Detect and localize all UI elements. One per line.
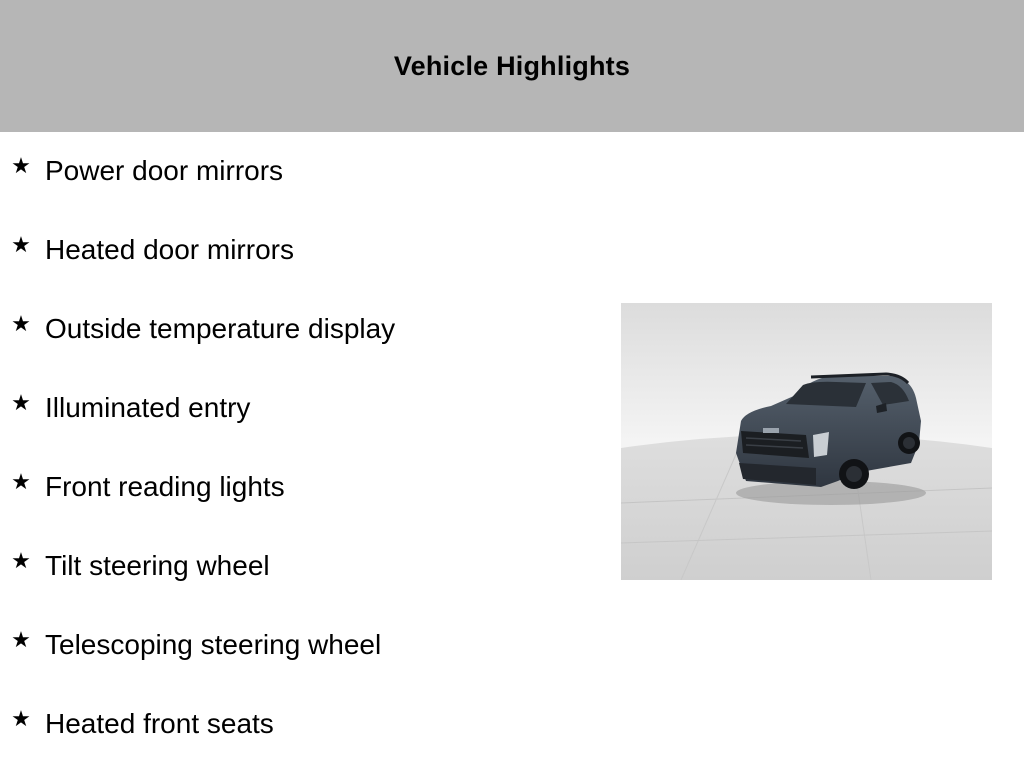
feature-list bbox=[0, 132, 600, 764]
feature-label: Front reading lights bbox=[45, 471, 285, 502]
list-item bbox=[0, 369, 600, 448]
feature-label: Heated front seats bbox=[45, 708, 274, 739]
star-icon: ★ bbox=[11, 390, 31, 415]
list-item bbox=[0, 527, 600, 606]
list-item bbox=[0, 211, 600, 290]
star-icon: ★ bbox=[11, 548, 31, 573]
feature-label: Outside temperature display bbox=[45, 313, 396, 344]
list-item bbox=[0, 606, 600, 685]
star-icon: ★ bbox=[11, 311, 31, 336]
star-icon: ★ bbox=[11, 232, 31, 257]
feature-label: Telescoping steering wheel bbox=[45, 629, 382, 660]
list-item bbox=[0, 685, 600, 764]
list-item bbox=[0, 448, 600, 527]
feature-label: Heated door mirrors bbox=[45, 234, 294, 265]
list-item bbox=[0, 290, 600, 369]
suv-photo-icon bbox=[621, 303, 992, 580]
feature-label: Tilt steering wheel bbox=[45, 550, 270, 581]
star-icon: ★ bbox=[11, 469, 31, 494]
feature-label: Power door mirrors bbox=[45, 155, 284, 186]
list-item bbox=[0, 132, 600, 211]
vehicle-photo bbox=[621, 303, 992, 580]
star-icon: ★ bbox=[11, 153, 31, 178]
star-icon: ★ bbox=[11, 627, 31, 652]
feature-label: Illuminated entry bbox=[45, 392, 251, 423]
page-header bbox=[0, 0, 1024, 132]
page-title: Vehicle Highlights bbox=[393, 50, 631, 81]
star-icon: ★ bbox=[11, 706, 31, 731]
